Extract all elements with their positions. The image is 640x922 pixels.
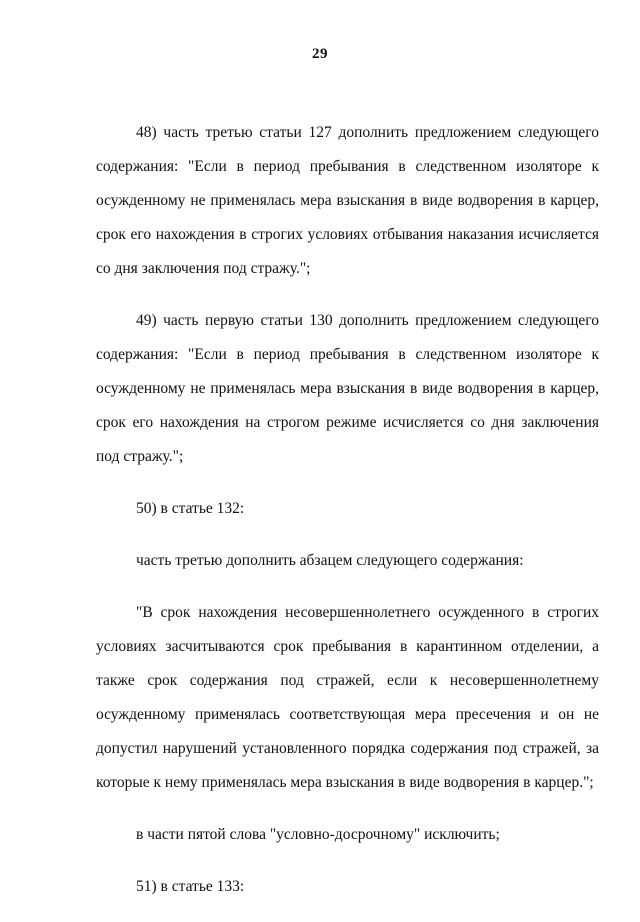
- paragraph-50: 50) в статье 132:: [136, 500, 245, 517]
- document-body: [96, 116, 599, 922]
- paragraph-51: 51) в статье 133:: [136, 878, 245, 895]
- paragraph-part-three: часть третью дополнить абзацем следующего содержания:: [136, 552, 524, 569]
- page-number: 29: [312, 46, 328, 62]
- paragraph-quoted-addition: "В срок нахождения несовершеннолетнего осужденного в строгих условиях засчитываются срок пребывания в карантинном отделении, а также срок содержания под стражей, если к несовершеннолетнему осужденному применялась соответствующая мера пресечения и он не допустил нарушений установленного порядка содержания под стражей, за которые к нему применялась мера взыскания в виде водворения в карцер.";: [96, 604, 599, 791]
- paragraph-49: 49) часть первую статьи 130 дополнить предложением следующего содержания: "Если в период пребывания в следственном изоляторе к осужденному не применялась мера взыскания в виде водворения в карцер, срок его нахождения на строгом режиме исчисляется со дня заключения под стражу.";: [96, 312, 599, 465]
- paragraph-48: 48) часть третью статьи 127 дополнить предложением следующего содержания: "Если в период пребывания в следственном изоляторе к осужденному не применялась мера взыскания в виде водворения в карцер, срок его нахождения в строгих условиях отбывания наказания исчисляется со дня заключения под стражу.";: [96, 124, 599, 277]
- paragraph-part-five: в части пятой слова "условно-досрочному" исключить;: [136, 826, 500, 843]
